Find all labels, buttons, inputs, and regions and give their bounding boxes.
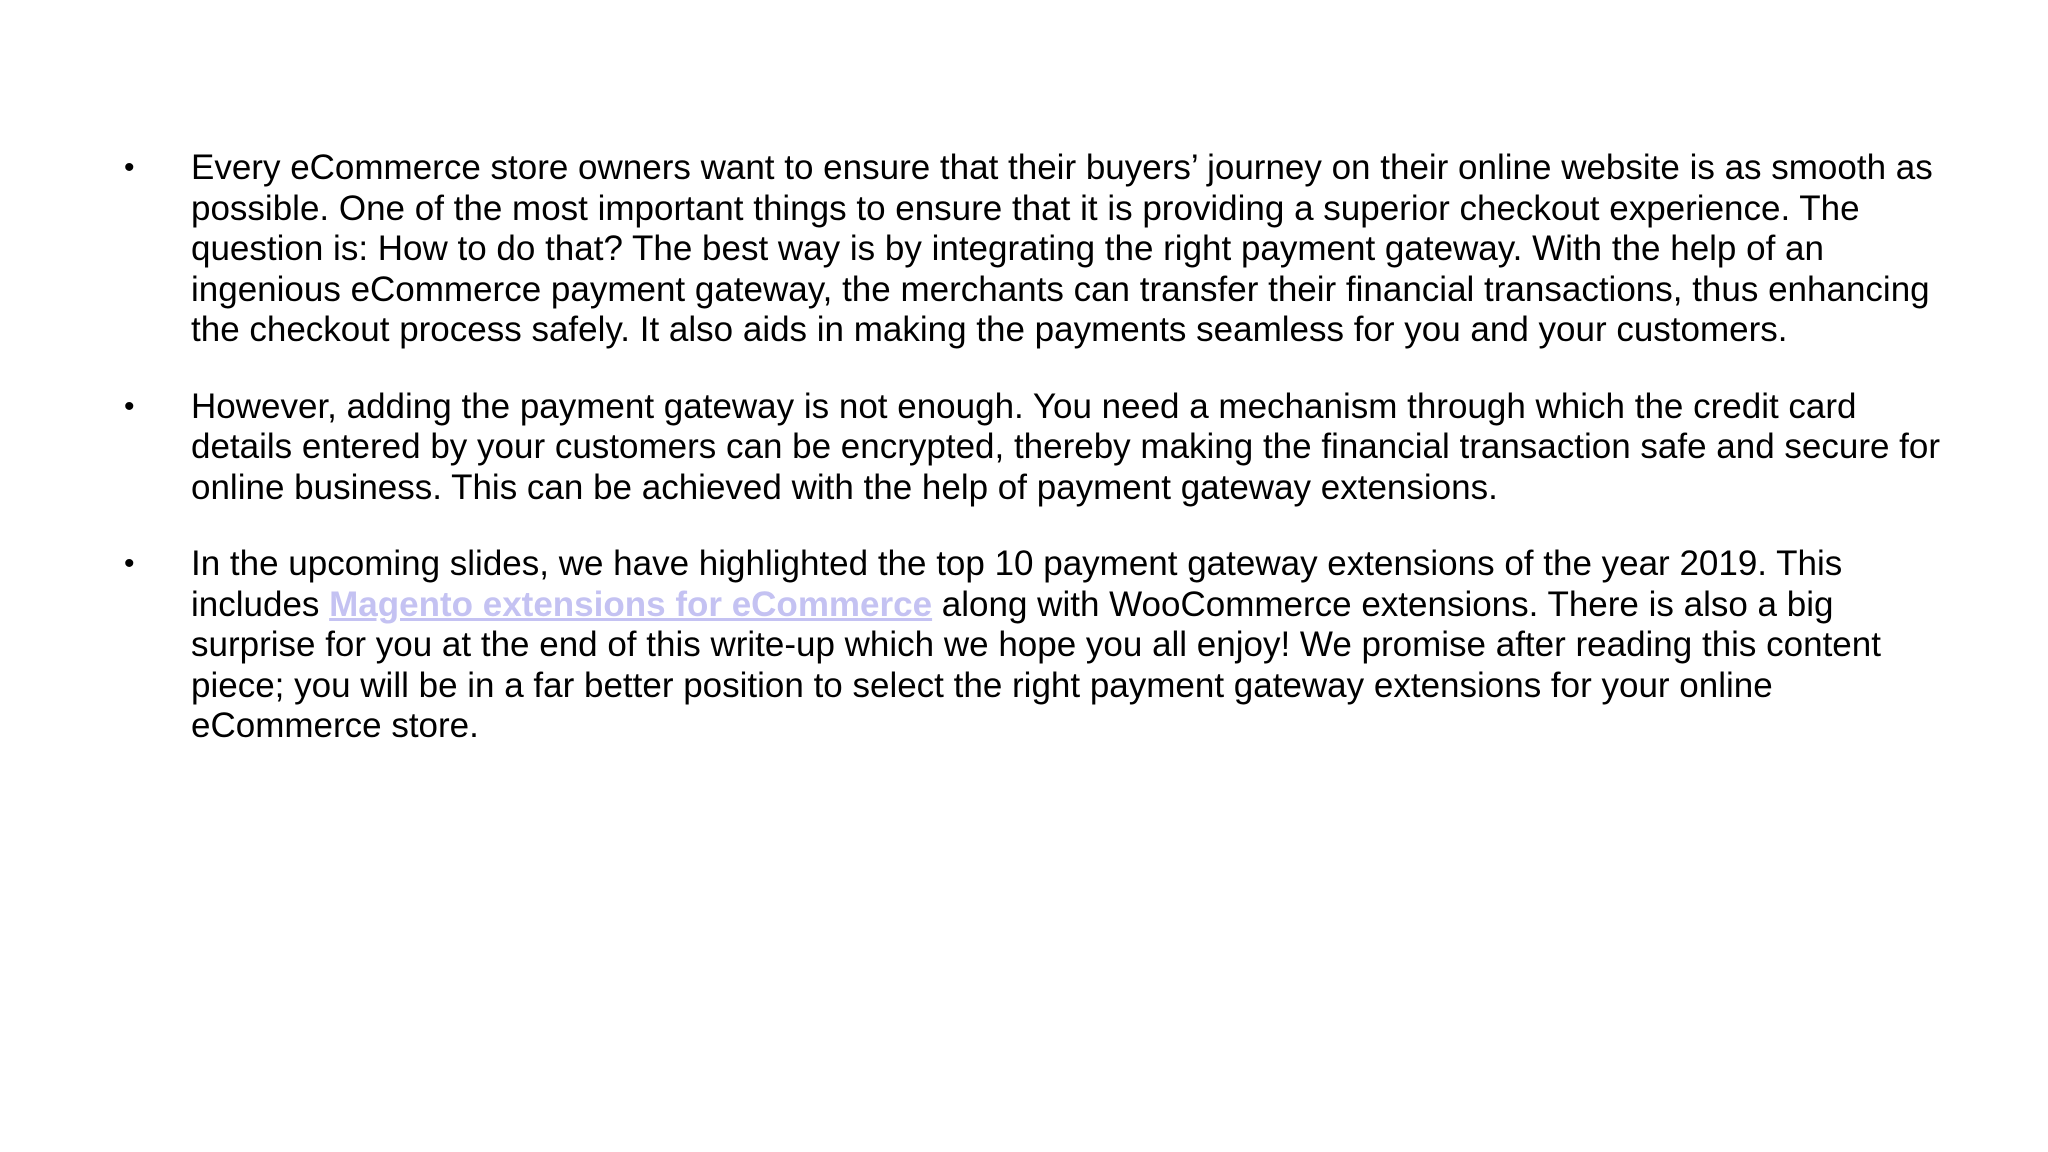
bullet-dot-icon: • [124, 547, 135, 580]
bullet-item-2 [120, 387, 1960, 509]
bullet-item-3 [120, 544, 1960, 747]
bullet-list [120, 148, 1960, 783]
bullet-dot-icon: • [124, 151, 135, 184]
bullet-text: Every eCommerce store owners want to ensure that their buyers’ journey on their online website is as smooth as possible. One of the most important things to ensure that it is providing a superior checkout experience. The question is: How to do that? The best way is by integrating the right payment gateway. With the help of an ingenious eCommerce payment gateway, the merchants can transfer their financial transactions, thus enhancing the checkout process safely. It also aids in making the payments seamless for you and your customers. [191, 148, 1933, 349]
bullet-item-1 [120, 148, 1960, 351]
bullet-text-before-link: In the upcoming slides, we have highlighted the top 10 payment gateway extensions of the year 2019. This includes [191, 544, 1843, 624]
bullet-dot-icon: • [124, 389, 135, 423]
bullet-text-after-link: along with WooCommerce extensions. There is also a big surprise for you at the end of this write-up which we hope you all enjoy! We promise after reading this content piece; you will be in a far better position to select the right payment gateway extensions for your online eCommerce store. [191, 584, 1881, 745]
bullet-text: However, adding the payment gateway is not enough. You need a mechanism through which the credit card details entered by your customers can be encrypted, thereby making the financial transaction safe and secure for online business. This can be achieved with the help of payment gateway extensions. [191, 386, 1941, 507]
magento-extensions-link[interactable]: Magento extensions for eCommerce [329, 584, 933, 624]
